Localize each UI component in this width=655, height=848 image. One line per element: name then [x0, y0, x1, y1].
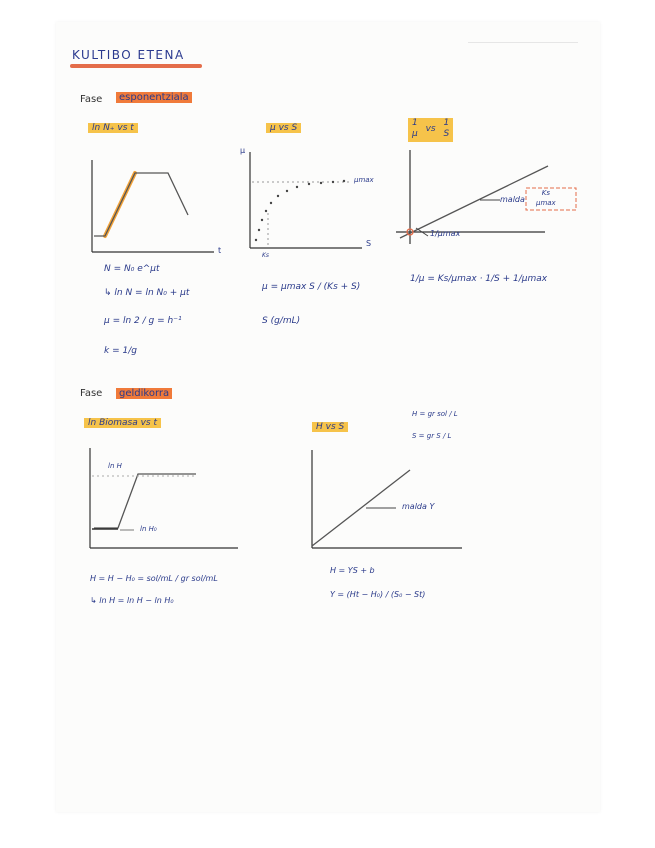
page-title: KULTIBO ETENA — [72, 48, 185, 62]
eq-n-log: ↳ ln N = ln N₀ + μt — [104, 288, 190, 298]
phase2-name-highlight: geldikorra — [116, 388, 172, 399]
p2-graph1-header — [84, 418, 161, 428]
phase2-label: Fase — [80, 388, 103, 399]
eq-s-units: S (g/mL) — [262, 316, 301, 326]
graph1-header-text: ln N₊ vs t — [88, 123, 138, 133]
graph2-mumax-label: μmax — [354, 176, 374, 184]
graph3-header-num2: 1 — [443, 118, 450, 128]
eq-h-log: ↳ ln H = ln H − ln H₀ — [90, 596, 174, 605]
eq-k: k = 1/g — [104, 346, 137, 356]
p2-graph2-axes — [312, 450, 462, 548]
graph2-monod-dots — [255, 180, 345, 241]
eq-y-def: Y = (Ht − H₀) / (S₀ − St) — [330, 590, 426, 599]
eq-h-linear: H = YS + b — [330, 566, 375, 575]
eq-lineweaver: 1/μ = Ks/μmax · 1/S + 1/μmax — [410, 274, 548, 284]
graph3-header-vs: vs — [425, 124, 436, 134]
graph1-x-label: t — [218, 246, 222, 255]
graph3-header-num1: 1 — [412, 118, 418, 128]
eq-n-growth: N = N₀ e^μt — [104, 264, 160, 274]
graph3-slope-num: Ks — [541, 189, 550, 197]
graph3-intercept-label: 1/μmax — [430, 229, 461, 238]
eq-s-units-top: S = gr S / L — [412, 432, 452, 440]
graph1-axes — [92, 160, 214, 252]
graph2-axes — [250, 152, 362, 248]
phase1-name-highlight: esponentziala — [116, 92, 192, 103]
graph2-y-label: μ — [240, 146, 246, 155]
graph3-header-den2: S — [443, 129, 450, 139]
phase1-label: Fase — [80, 94, 103, 105]
phase2-name — [116, 388, 172, 399]
p2-graph2-slope-label: malda Y — [402, 502, 435, 511]
eq-h-diff: H = H − H₀ = sol/mL / gr sol/mL — [90, 574, 218, 583]
p2-graph1-top-label: ln H — [108, 462, 122, 470]
graph2-x-label: S — [366, 239, 372, 248]
graph2-header-text: μ vs S — [266, 123, 301, 133]
graph3-slope-frac — [536, 188, 556, 208]
graph2-ks-label: Ks — [262, 252, 270, 259]
p2-graph1-header-text: ln Biomasa vs t — [84, 418, 161, 428]
eq-h-units-top: H = gr sol / L — [412, 410, 458, 418]
eq-mu-doubling: μ = ln 2 / g = h⁻¹ — [104, 316, 182, 326]
p2-graph1-curve — [94, 474, 196, 528]
p2-graph2-header — [312, 422, 348, 432]
graph3-header-den1: μ — [412, 129, 418, 139]
graph3-slope-label: malda — [500, 195, 525, 204]
graph3-slope-den: μmax — [536, 199, 556, 207]
p2-graph1-bottom-label: ln H₀ — [140, 525, 157, 533]
p2-graph2-header-text: H vs S — [312, 422, 348, 432]
eq-monod: μ = μmax S / (Ks + S) — [262, 282, 361, 292]
